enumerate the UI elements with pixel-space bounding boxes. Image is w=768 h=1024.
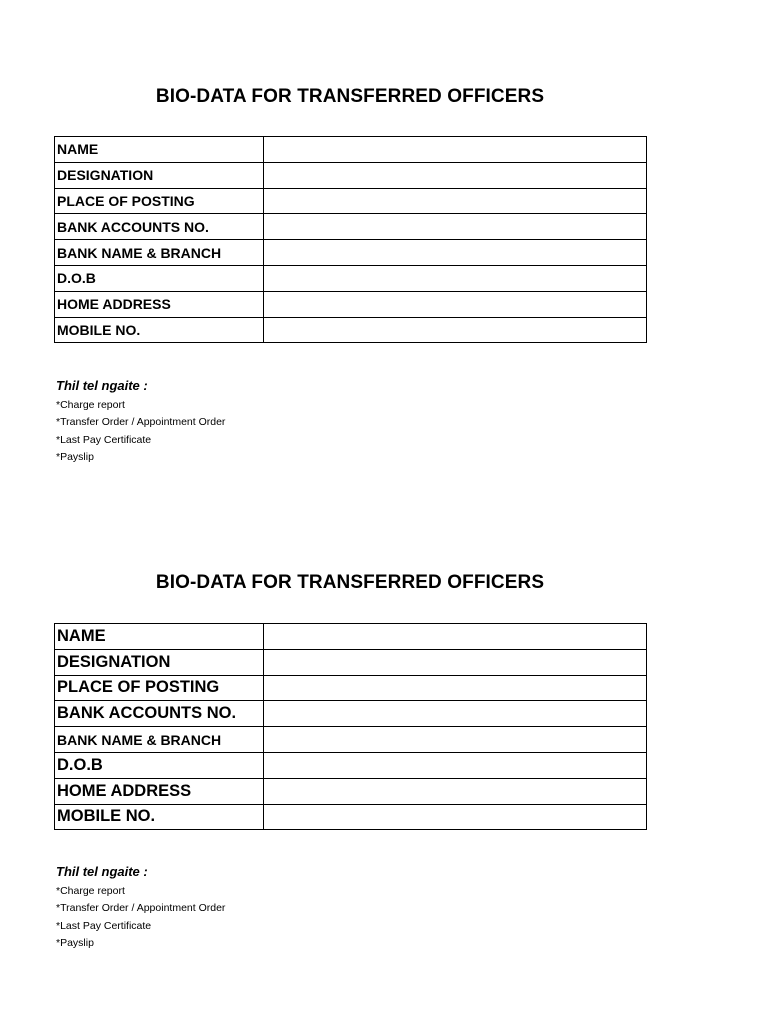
table-row xyxy=(55,214,647,240)
table-row xyxy=(55,624,647,650)
field-label-home-address: HOME ADDRESS xyxy=(55,291,264,317)
notes-item: *Payslip xyxy=(56,936,94,949)
required-documents-notes xyxy=(56,378,225,466)
field-label-designation: DESIGNATION xyxy=(55,649,264,675)
field-value-place-of-posting[interactable] xyxy=(264,675,647,701)
table-row xyxy=(55,162,647,188)
field-value-home-address[interactable] xyxy=(264,778,647,804)
table-row xyxy=(55,240,647,266)
notes-heading: Thil tel ngaite : xyxy=(56,864,148,879)
table-row xyxy=(55,188,647,214)
notes-heading: Thil tel ngaite : xyxy=(56,378,148,393)
field-value-name[interactable] xyxy=(264,137,647,163)
field-label-mobile-no: MOBILE NO. xyxy=(55,317,264,343)
table-row xyxy=(55,675,647,701)
notes-item: *Last Pay Certificate xyxy=(56,433,152,446)
table-row xyxy=(55,778,647,804)
notes-item: *Charge report xyxy=(56,399,125,411)
field-label-dob: D.O.B xyxy=(55,752,264,778)
notes-item: *Charge report xyxy=(56,885,125,897)
field-label-name: NAME xyxy=(55,624,264,650)
table-row xyxy=(55,265,647,291)
field-label-designation: DESIGNATION xyxy=(55,162,264,188)
field-label-place-of-posting: PLACE OF POSTING xyxy=(55,675,264,701)
field-label-bank-name-branch: BANK NAME & BRANCH xyxy=(55,727,264,753)
field-value-place-of-posting[interactable] xyxy=(264,188,647,214)
notes-item: *Last Pay Certificate xyxy=(56,919,152,932)
form-title: BIO-DATA FOR TRANSFERRED OFFICERS xyxy=(155,572,545,593)
field-value-dob[interactable] xyxy=(264,265,647,291)
field-value-bank-name-branch[interactable] xyxy=(264,240,647,266)
table-row xyxy=(55,727,647,753)
table-row xyxy=(55,701,647,727)
field-label-home-address: HOME ADDRESS xyxy=(55,778,264,804)
table-row xyxy=(55,649,647,675)
field-label-bank-accounts-no: BANK ACCOUNTS NO. xyxy=(55,701,264,727)
notes-item: *Transfer Order / Appointment Order xyxy=(56,416,226,429)
bio-data-table xyxy=(54,136,647,343)
table-row xyxy=(55,752,647,778)
field-value-home-address[interactable] xyxy=(264,291,647,317)
notes-item: *Transfer Order / Appointment Order xyxy=(56,902,226,915)
field-value-mobile-no[interactable] xyxy=(264,317,647,343)
table-row xyxy=(55,137,647,163)
field-label-place-of-posting: PLACE OF POSTING xyxy=(55,188,264,214)
table-row xyxy=(55,317,647,343)
field-value-designation[interactable] xyxy=(264,162,647,188)
table-row xyxy=(55,291,647,317)
field-value-bank-accounts-no[interactable] xyxy=(264,701,647,727)
field-value-name[interactable] xyxy=(264,624,647,650)
field-value-bank-name-branch[interactable] xyxy=(264,727,647,753)
field-label-name: NAME xyxy=(55,137,264,163)
field-value-designation[interactable] xyxy=(264,649,647,675)
field-value-bank-accounts-no[interactable] xyxy=(264,214,647,240)
field-value-mobile-no[interactable] xyxy=(264,804,647,830)
field-label-bank-accounts-no: BANK ACCOUNTS NO. xyxy=(55,214,264,240)
required-documents-notes xyxy=(56,864,225,952)
field-label-mobile-no: MOBILE NO. xyxy=(55,804,264,830)
field-label-dob: D.O.B xyxy=(55,265,264,291)
field-label-bank-name-branch: BANK NAME & BRANCH xyxy=(55,240,264,266)
table-row xyxy=(55,804,647,830)
bio-data-table xyxy=(54,623,647,830)
form-title: BIO-DATA FOR TRANSFERRED OFFICERS xyxy=(155,86,545,107)
notes-item: *Payslip xyxy=(56,450,94,463)
field-value-dob[interactable] xyxy=(264,752,647,778)
